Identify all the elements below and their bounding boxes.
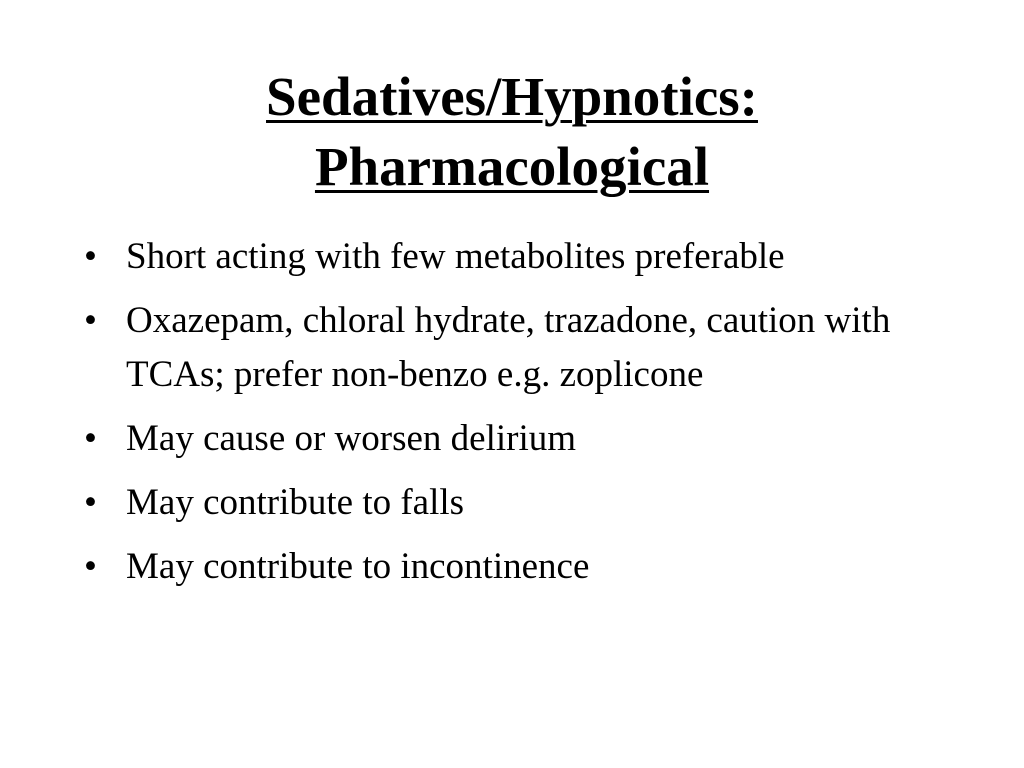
list-item	[84, 230, 964, 284]
list-item	[84, 412, 964, 466]
title-line-1: Sedatives/Hypnotics:	[266, 66, 758, 127]
list-item	[84, 540, 964, 594]
bullet-list	[84, 230, 964, 604]
bullet-text: Oxazepam, chloral hydrate, trazadone, caution with TCAs; prefer non-benzo e.g. zoplicone	[126, 300, 891, 395]
bullet-text: May contribute to falls	[126, 482, 465, 523]
bullet-icon: •	[84, 546, 97, 587]
slide-title	[0, 62, 1024, 202]
list-item	[84, 294, 964, 402]
bullet-icon: •	[84, 482, 97, 523]
bullet-text: May contribute to incontinence	[126, 546, 590, 587]
bullet-text: May cause or worsen delirium	[126, 418, 577, 459]
list-item	[84, 476, 964, 530]
bullet-icon: •	[84, 300, 97, 341]
bullet-text: Short acting with few metabolites preferable	[126, 236, 785, 277]
bullet-icon: •	[84, 418, 97, 459]
bullet-icon: •	[84, 236, 97, 277]
title-line-2: Pharmacological	[314, 136, 710, 197]
